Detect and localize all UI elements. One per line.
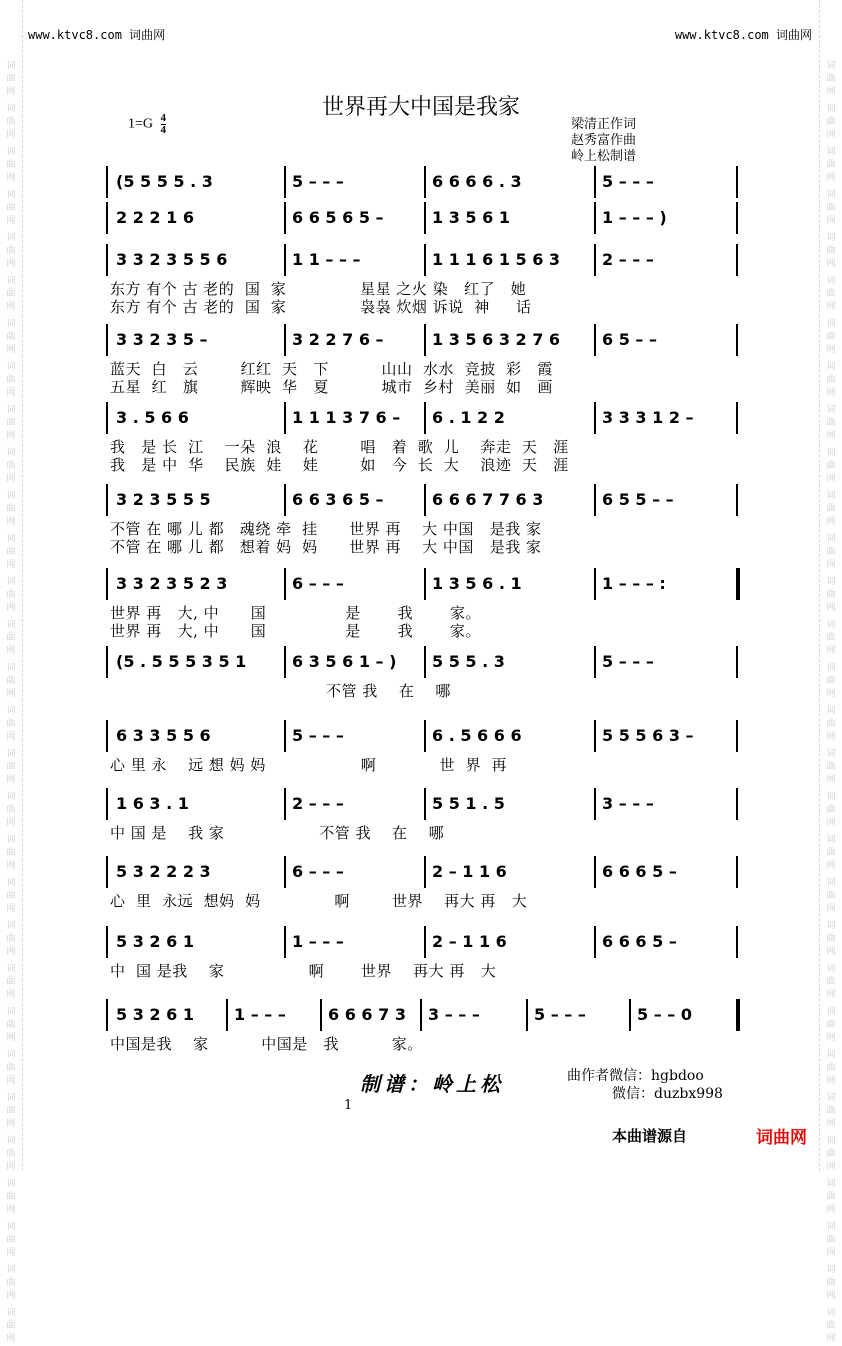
lyric-line: 五星 红 旗 辉映 华 夏 城市 乡村 美丽 如 画 <box>110 378 553 396</box>
measure: 5 – – – <box>602 172 654 191</box>
measure: 1 3 5 6 1 <box>432 208 510 227</box>
barline <box>106 166 108 198</box>
side-watermark-text: 词 曲 网 <box>6 1265 16 1301</box>
end-barline <box>736 166 738 198</box>
barline <box>284 324 286 356</box>
barline <box>594 568 596 600</box>
side-watermark-text: 词 曲 网 <box>6 1093 16 1129</box>
lyric-line: 中 国 是我 家 啊 世界 再大 再 大 <box>110 962 497 980</box>
barline <box>424 402 426 434</box>
measure: (5 . 5 5 5 3 5 1 <box>116 652 247 671</box>
lyric-line: 东方 有个 古 老的 国 家 袅袅 炊烟 诉说 神 话 <box>110 298 532 316</box>
barline <box>594 788 596 820</box>
barline <box>284 568 286 600</box>
barline <box>106 484 108 516</box>
right-watermark-strip <box>819 0 842 1344</box>
measure: (5 5 5 5 . 3 <box>116 172 213 191</box>
side-watermark-text: 词 曲 网 <box>826 190 836 226</box>
left-watermark-strip <box>0 0 23 1344</box>
lyric-line: 心 里 永远 想妈 妈 啊 世界 再大 再 大 <box>110 892 528 910</box>
credits <box>571 117 636 165</box>
end-barline <box>736 788 738 820</box>
measure: 5 – – – <box>292 726 344 745</box>
measure: 1 – – – <box>234 1005 286 1024</box>
end-barline <box>736 999 740 1031</box>
end-barline <box>736 402 738 434</box>
end-barline <box>736 856 738 888</box>
side-watermark-text: 词 曲 网 <box>6 190 16 226</box>
measure: 5 3 2 2 2 3 <box>116 862 211 881</box>
lyric-line: 世界 再 大, 中 国 是 我 家。 <box>110 604 481 622</box>
measure: 6 5 5 – – <box>602 490 674 509</box>
measure: 6 . 5 6 6 6 <box>432 726 522 745</box>
measure: 5 3 2 6 1 <box>116 932 194 951</box>
measure: 3 2 2 7 6 – <box>292 330 384 349</box>
side-watermark-text: 词 曲 网 <box>6 448 16 484</box>
side-watermark-text: 词 曲 网 <box>826 620 836 656</box>
barline <box>424 568 426 600</box>
barline <box>629 999 631 1031</box>
barline <box>594 926 596 958</box>
side-watermark-text: 词 曲 网 <box>6 233 16 269</box>
composer-credit: 赵秀富作曲 <box>571 133 637 148</box>
side-watermark-text: 词 曲 网 <box>826 448 836 484</box>
side-watermark-text: 词 曲 网 <box>826 1222 836 1258</box>
barline <box>284 244 286 276</box>
side-watermark-text: 词 曲 网 <box>6 319 16 355</box>
measure: 3 . 5 6 6 <box>116 408 189 427</box>
end-barline <box>736 568 740 600</box>
end-barline <box>736 244 738 276</box>
side-watermark-text: 词 曲 网 <box>6 835 16 871</box>
measure: 1 – – – : <box>602 574 666 593</box>
barline <box>106 568 108 600</box>
side-watermark-text: 词 曲 网 <box>6 61 16 97</box>
meter-top: 4 <box>160 112 167 124</box>
barline <box>594 166 596 198</box>
measure: 6 3 3 5 5 6 <box>116 726 211 745</box>
measure: 1 1 1 3 7 6 – <box>292 408 401 427</box>
measure: 3 3 2 3 5 5 6 <box>116 250 228 269</box>
side-watermark-text: 词 曲 网 <box>826 663 836 699</box>
site-watermark-right: www.ktvc8.com 词曲网 <box>674 28 812 42</box>
measure: 1 3 5 6 3 2 7 6 <box>432 330 561 349</box>
side-watermark-text: 词 曲 网 <box>826 405 836 441</box>
side-watermark-text: 词 曲 网 <box>6 147 16 183</box>
barline <box>284 202 286 234</box>
measure: 2 – 1 1 6 <box>432 932 507 951</box>
barline <box>106 244 108 276</box>
barline <box>284 166 286 198</box>
measure: 6 – – – <box>292 862 344 881</box>
barline <box>106 402 108 434</box>
measure: 5 – – 0 <box>637 1005 692 1024</box>
measure: 5 5 5 6 3 – <box>602 726 694 745</box>
transcriber-credit: 岭上松制谱 <box>571 149 637 164</box>
barline <box>106 324 108 356</box>
barline <box>106 788 108 820</box>
side-watermark-text: 词 曲 网 <box>6 749 16 785</box>
barline <box>420 999 422 1031</box>
barline <box>284 646 286 678</box>
side-watermark-text: 词 曲 网 <box>6 104 16 140</box>
barline <box>594 202 596 234</box>
measure: 6 6 5 6 5 – <box>292 208 384 227</box>
page-number: 1 <box>344 1098 353 1113</box>
barline <box>424 324 426 356</box>
side-watermark-text: 词 曲 网 <box>6 1308 16 1344</box>
side-watermark-text: 词 曲 网 <box>826 1136 836 1172</box>
side-watermark-text: 词 曲 网 <box>6 706 16 742</box>
side-watermark-text: 词 曲 网 <box>6 276 16 312</box>
measure: 5 – – – <box>292 172 344 191</box>
side-watermark-text: 词 曲 网 <box>826 706 836 742</box>
measure: 6 . 1 2 2 <box>432 408 505 427</box>
barline <box>424 926 426 958</box>
side-watermark-text: 词 曲 网 <box>826 1265 836 1301</box>
barline <box>284 856 286 888</box>
side-watermark-text: 词 曲 网 <box>6 1222 16 1258</box>
measure: 1 1 1 6 1 5 6 3 <box>432 250 561 269</box>
lyric-line: 中 国 是 我 家 不管 我 在 哪 <box>110 824 445 842</box>
side-watermark-text: 词 曲 网 <box>826 362 836 398</box>
side-watermark-text: 词 曲 网 <box>826 319 836 355</box>
measure: 5 – – – <box>602 652 654 671</box>
side-watermark-text: 词 曲 网 <box>6 1007 16 1043</box>
barline <box>424 646 426 678</box>
lyric-line: 不管 我 在 哪 <box>110 682 451 700</box>
side-watermark-text: 词 曲 网 <box>826 749 836 785</box>
measure: 3 3 3 1 2 – <box>602 408 694 427</box>
side-watermark-text: 词 曲 网 <box>826 61 836 97</box>
measure: 2 2 2 1 6 <box>116 208 194 227</box>
lyric-line: 不管 在 哪 儿 都 魂绕 牵 挂 世界 再 大 中国 是我 家 <box>110 520 542 538</box>
barline <box>106 646 108 678</box>
barline <box>106 202 108 234</box>
lyricist-credit: 梁清正作词 <box>571 117 637 132</box>
measure: 6 6 6 5 – <box>602 932 677 951</box>
measure: 6 6 6 5 – <box>602 862 677 881</box>
side-watermark-text: 词 曲 网 <box>826 147 836 183</box>
measure: 3 – – – <box>602 794 654 813</box>
barline <box>226 999 228 1031</box>
end-barline <box>736 646 738 678</box>
composer-wechat: 曲作者微信：hgbdoo <box>567 1068 704 1084</box>
measure: 1 – – – ) <box>602 208 667 227</box>
side-watermark-text: 词 曲 网 <box>6 1179 16 1215</box>
measure: 6 5 – – <box>602 330 657 349</box>
barline <box>424 484 426 516</box>
barline <box>106 720 108 752</box>
barline <box>424 788 426 820</box>
side-watermark-text: 词 曲 网 <box>6 405 16 441</box>
barline <box>424 856 426 888</box>
lyric-line: 不管 在 哪 儿 都 想着 妈 妈 世界 再 大 中国 是我 家 <box>110 538 542 556</box>
measure: 6 – – – <box>292 574 344 593</box>
side-watermark-text: 词 曲 网 <box>6 534 16 570</box>
measure: 3 3 2 3 5 2 3 <box>116 574 228 593</box>
end-barline <box>736 202 738 234</box>
brand-logo: 词曲网 <box>756 1128 807 1148</box>
lyric-line: 蓝天 白 云 红红 天 下 山山 水水 竞披 彩 霞 <box>110 360 553 378</box>
measure: 3 2 3 5 5 5 <box>116 490 211 509</box>
measure: 1 6 3 . 1 <box>116 794 189 813</box>
side-watermark-text: 词 曲 网 <box>826 104 836 140</box>
measure: 2 – 1 1 6 <box>432 862 507 881</box>
measure: 6 6 6 7 3 <box>328 1005 406 1024</box>
lyric-line: 中国是我 家 中国是 我 家。 <box>110 1035 423 1053</box>
barline <box>526 999 528 1031</box>
measure: 5 3 2 6 1 <box>116 1005 194 1024</box>
song-title: 世界再大中国是我家 <box>321 95 520 120</box>
source-label: 本曲谱源自 <box>612 1127 688 1145</box>
barline <box>424 202 426 234</box>
transcriber-signature: 制谱：岭上松 <box>360 1072 504 1096</box>
wechat-contacts <box>567 1067 723 1103</box>
measure: 5 5 5 . 3 <box>432 652 505 671</box>
measure: 2 – – – <box>602 250 654 269</box>
side-watermark-text: 词 曲 网 <box>826 921 836 957</box>
lyric-line: 我 是 中 华 民族 娃 娃 如 今 长 大 浪迹 天 涯 <box>110 456 569 474</box>
barline <box>284 720 286 752</box>
side-watermark-text: 词 曲 网 <box>6 491 16 527</box>
measure: 1 – – – <box>292 932 344 951</box>
lyric-line: 世界 再 大, 中 国 是 我 家。 <box>110 622 481 640</box>
key-label: 1=G <box>128 116 154 132</box>
wechat-id: 微信：duzbx998 <box>612 1086 723 1102</box>
side-watermark-text: 词 曲 网 <box>826 534 836 570</box>
barline <box>594 646 596 678</box>
site-watermark-left: www.ktvc8.com 词曲网 <box>28 28 166 42</box>
side-watermark-text: 词 曲 网 <box>6 792 16 828</box>
measure: 3 3 2 3 5 – <box>116 330 208 349</box>
measure: 3 – – – <box>428 1005 480 1024</box>
barline <box>284 926 286 958</box>
measure: 5 – – – <box>534 1005 586 1024</box>
lyric-line: 心 里 永 远 想 妈 妈 啊 世 界 再 <box>110 756 508 774</box>
measure: 5 5 1 . 5 <box>432 794 505 813</box>
barline <box>320 999 322 1031</box>
end-barline <box>736 926 738 958</box>
lyric-line: 东方 有个 古 老的 国 家 星星 之火 染 红了 她 <box>110 280 527 298</box>
side-watermark-text: 词 曲 网 <box>6 620 16 656</box>
barline <box>106 926 108 958</box>
side-watermark-text: 词 曲 网 <box>6 878 16 914</box>
side-watermark-text: 词 曲 网 <box>826 835 836 871</box>
measure: 6 6 6 7 7 6 3 <box>432 490 544 509</box>
barline <box>284 484 286 516</box>
barline <box>424 244 426 276</box>
side-watermark-text: 词 曲 网 <box>6 362 16 398</box>
side-watermark-text: 词 曲 网 <box>6 1136 16 1172</box>
side-watermark-text: 词 曲 网 <box>826 1007 836 1043</box>
side-watermark-text: 词 曲 网 <box>826 964 836 1000</box>
measure: 1 3 5 6 . 1 <box>432 574 522 593</box>
barline <box>594 244 596 276</box>
lyric-line: 我 是 长 江 一朵 浪 花 唱 着 歌 儿 奔走 天 涯 <box>110 438 569 456</box>
side-watermark-text: 词 曲 网 <box>6 663 16 699</box>
side-watermark-text: 词 曲 网 <box>826 1050 836 1086</box>
side-watermark-text: 词 曲 网 <box>826 1308 836 1344</box>
barline <box>424 166 426 198</box>
barline <box>284 788 286 820</box>
barline <box>594 484 596 516</box>
side-watermark-text: 词 曲 网 <box>6 921 16 957</box>
side-watermark-text: 词 曲 网 <box>826 491 836 527</box>
measure: 6 3 5 6 1 – ) <box>292 652 397 671</box>
side-watermark-text: 词 曲 网 <box>6 964 16 1000</box>
key-signature <box>128 113 166 136</box>
barline <box>594 856 596 888</box>
barline <box>594 324 596 356</box>
end-barline <box>736 484 738 516</box>
measure: 1 1 – – – <box>292 250 361 269</box>
barline <box>106 856 108 888</box>
measure: 2 – – – <box>292 794 344 813</box>
barline <box>594 402 596 434</box>
meter-bottom: 4 <box>160 124 167 136</box>
end-barline <box>736 324 738 356</box>
measure: 6 6 6 6 . 3 <box>432 172 522 191</box>
side-watermark-text: 词 曲 网 <box>826 1093 836 1129</box>
side-watermark-text: 词 曲 网 <box>826 1179 836 1215</box>
barline <box>594 720 596 752</box>
side-watermark-text: 词 曲 网 <box>826 878 836 914</box>
side-watermark-text: 词 曲 网 <box>6 1050 16 1086</box>
barline <box>284 402 286 434</box>
end-barline <box>736 720 738 752</box>
measure: 6 6 3 6 5 – <box>292 490 384 509</box>
side-watermark-text: 词 曲 网 <box>6 577 16 613</box>
side-watermark-text: 词 曲 网 <box>826 276 836 312</box>
barline <box>424 720 426 752</box>
barline <box>106 999 108 1031</box>
side-watermark-text: 词 曲 网 <box>826 792 836 828</box>
side-watermark-text: 词 曲 网 <box>826 577 836 613</box>
side-watermark-text: 词 曲 网 <box>826 233 836 269</box>
time-signature <box>161 113 167 136</box>
